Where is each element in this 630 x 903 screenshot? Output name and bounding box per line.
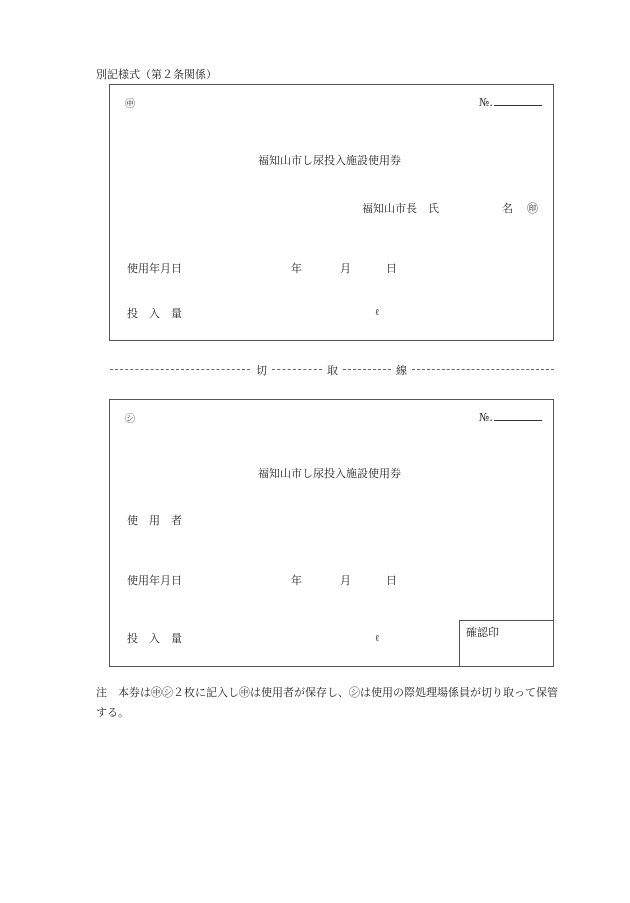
- seal-icon: ㊞: [527, 202, 538, 215]
- lower-amount-label: 投 入 量: [127, 632, 182, 645]
- footnote: 注 本券は㊥㋛２枚に記入し㊥は使用者が保存し、㋛は使用の際処理場係員が切り取って保管する。: [96, 686, 558, 719]
- upper-mark: ㊥: [125, 99, 135, 110]
- upper-ticket: [109, 84, 554, 341]
- lower-number-label: №.: [479, 411, 493, 424]
- upper-title: 福知山市し尿投入施設使用券: [258, 154, 401, 167]
- upper-number-line: [494, 95, 542, 106]
- cut-line-char-3: 線: [396, 364, 407, 377]
- cut-line-char-1: 切: [256, 364, 267, 377]
- cut-line-char-2: 取: [327, 364, 338, 377]
- upper-day-label: 日: [386, 262, 397, 275]
- confirm-stamp-label: 確認印: [466, 626, 499, 639]
- lower-mark: ㋛: [125, 414, 135, 425]
- lower-day-label: 日: [386, 574, 397, 587]
- upper-date-label: 使用年月日: [127, 262, 182, 275]
- upper-issuer: 福知山市長 氏: [362, 202, 439, 215]
- upper-unit-label: ℓ: [375, 308, 380, 318]
- lower-user-label: 使 用 者: [127, 514, 182, 527]
- form-label: 別記様式（第２条関係）: [96, 68, 217, 81]
- upper-name-label: 名: [502, 202, 513, 215]
- lower-number-field: [479, 410, 542, 424]
- lower-date-label: 使用年月日: [127, 574, 182, 587]
- lower-title: 福知山市し尿投入施設使用券: [258, 467, 401, 480]
- lower-month-label: 月: [340, 574, 351, 587]
- lower-year-label: 年: [291, 574, 302, 587]
- lower-unit-label: ℓ: [375, 634, 380, 644]
- upper-number-field: [479, 95, 542, 109]
- confirm-stamp-box: [459, 620, 554, 667]
- lower-number-line: [494, 410, 542, 421]
- upper-month-label: 月: [340, 262, 351, 275]
- upper-amount-label: 投 入 量: [127, 307, 182, 320]
- upper-number-label: №.: [479, 96, 493, 109]
- upper-year-label: 年: [291, 262, 302, 275]
- lower-ticket: [109, 399, 554, 667]
